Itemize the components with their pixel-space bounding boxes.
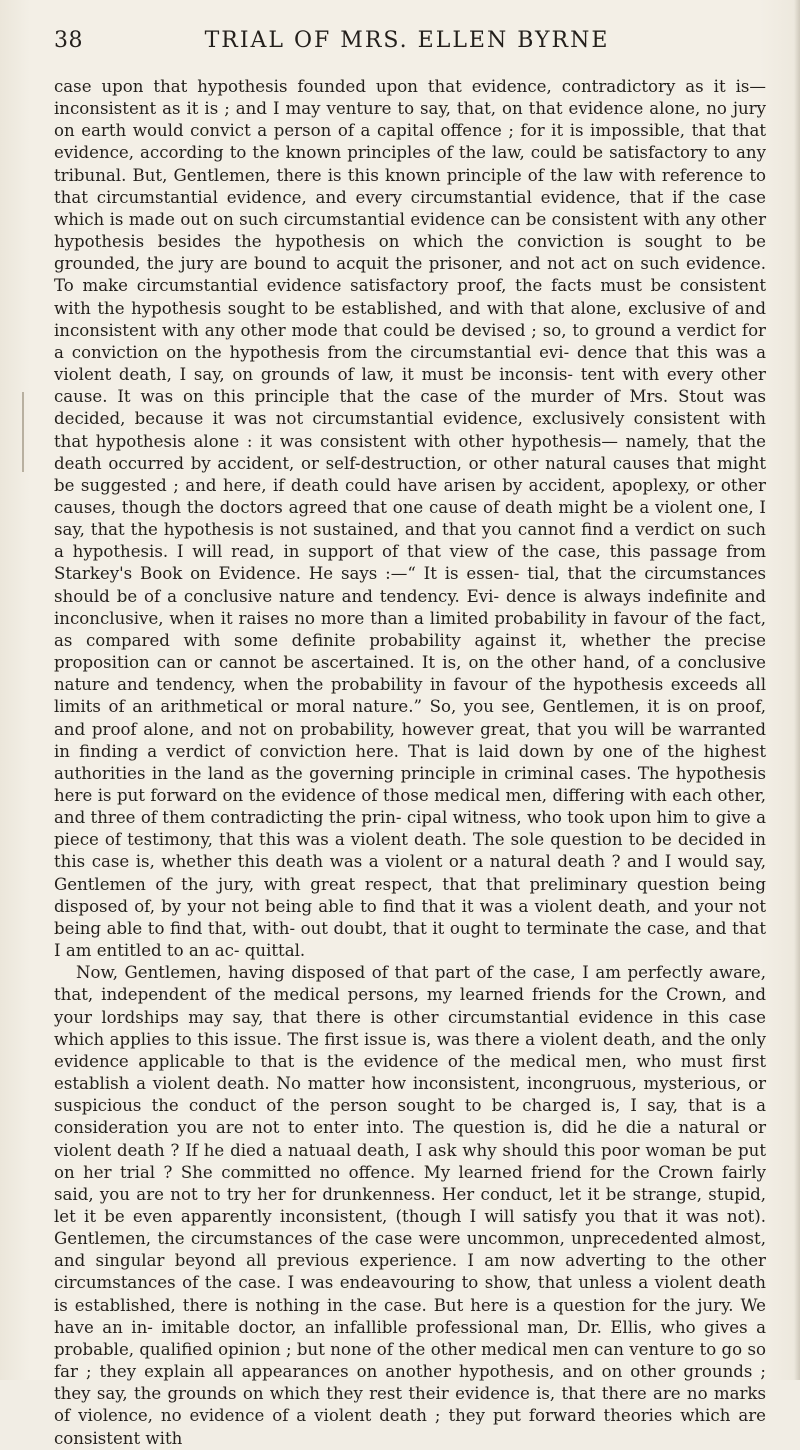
- running-head: TRIAL OF MRS. ELLEN BYRNE: [204, 28, 610, 53]
- paragraph-2: Now, Gentlemen, having disposed of that part of the case, I am perfectly aware, that, independent of the medical persons, my learned friends for the Crown, and your lordships may say, that there is other circumstantial evidence in this case which applies to this issue. The first issue is, was there a violent death, and the only evidence applicable to that is the evidence of the medical men, who must first establish a violent death. No matter how inconsistent, incongruous, mysterious, or suspicious the conduct of the person sought to be charged is, I say, that is a consideration you are not to enter into. The question is, did he die a natural or violent death ? If he died a natuaal death, I ask why should this poor woman be put on her trial ? She committed no offence. My learned friend for the Crown fairly said, you are not to try her for drunkenness. Her conduct, let it be strange, stupid, let it be even apparently inconsistent, (though I will satisfy you that it was not). Gentlemen, the circumstances of the case were uncommon, unprecedented almost, and singular beyond all previous experience. I am now adverting to the other circumstances of the case. I was endeavouring to show, that unless a violent death is established, there is nothing in the case. But here is a question for the jury. We have an in- imitable doctor, an infallible professional man, Dr. Ellis, who gives a probable, qualified opinion ; but none of the other medical men can venture to go so far ; they explain all appearances on another hypothesis, and on other grounds ; they say, the grounds on which they rest their evidence is, that there are no marks of violence, no evidence of a violent death ; they put forward theories which are consistent with: [54, 963, 766, 1448]
- page-number: 38: [54, 28, 83, 53]
- paragraph-1: case upon that hypothesis founded upon that evidence, contradictory as it is— inconsistent as it is ; and I may venture to say, that, on that evidence alone, no jury on earth would convict a person of a capital offence ; for it is impossible, that that evidence, according to the known principles of the law, could be satisfactory to any tribunal. But, Gentlemen, there is this known principle of the law with reference to that circumstantial evidence, and every circumstantial evidence, that if the case which is made out on such circumstantial evidence can be consistent with any other hypothesis besides the hypothesis on which the conviction is sought to be grounded, the jury are bound to acquit the prisoner, and not act on such evidence. To make circumstantial evidence satisfactory proof, the facts must be consistent with the hypothesis sought to be established, and with that alone, exclusive of and inconsistent with any other mode that could be devised ; so, to ground a verdict for a conviction on the hypothesis from the circumstantial evi- dence that this was a violent death, I say, on grounds of law, it must be inconsis- tent with every other cause. It was on this principle that the case of the murder of Mrs. Stout was decided, because it was not circumstantial evidence, exclusively consistent with that hypothesis alone : it was consistent with other hypothesis— namely, that the death occurred by accident, or self-destruction, or other natural causes that might be suggested ; and here, if death could have arisen by accident, apoplexy, or other causes, though the doctors agreed that one cause of death might be a violent one, I say, that the hypothesis is not sustained, and that you cannot find a verdict on such a hypothesis. I will read, in support of that view of the case, this passage from Starkey's Book on Evidence. He says :—“ It is essen- tial, that the circumstances should be of a conclusive nature and tendency. Evi- dence is always indefinite and inconclusive, when it raises no more than a limited probability in favour of the fact, as compared with some definite probability against it, whether the precise proposition can or cannot be ascertained. It is, on the other hand, of a conclusive nature and tendency, when the probability in favour of the hypothesis exceeds all limits of an arithmetical or moral nature.” So, you see, Gentlemen, it is on proof, and proof alone, and not on probability, however great, that you will be warranted in finding a verdict of conviction here. That is laid down by one of the highest authorities in the land as the governing principle in criminal cases. The hypothesis here is put forward on the evidence of those medical men, differing with each other, and three of them contradicting the prin- cipal witness, who took upon him to give a piece of testimony, that this was a violent death. The sole question to be decided in this case is, whether this death was a violent or a natural death ? and I would say, Gentlemen of the jury, with great respect, that that preliminary question being disposed of, by your not being able to find that it was a violent death, and your not being able to find that, with- out doubt, that it ought to terminate the case, and that I am entitled to an ac- quittal.: [54, 77, 766, 961]
- page-header: [54, 28, 760, 62]
- margin-mark: [22, 392, 24, 472]
- page-edge-shadow: [794, 0, 800, 1380]
- body-text: [54, 76, 766, 1450]
